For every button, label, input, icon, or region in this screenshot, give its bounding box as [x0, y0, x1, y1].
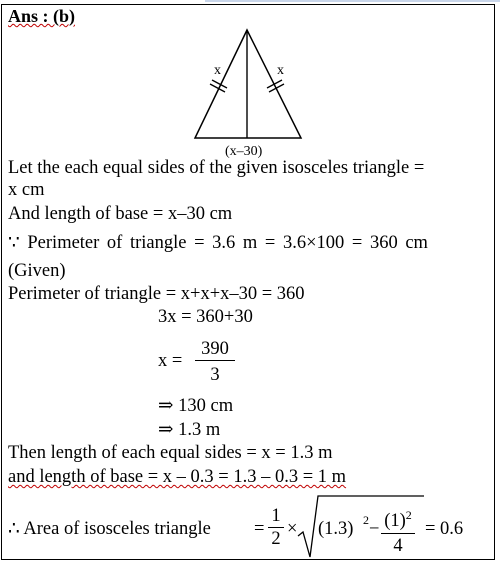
isosceles-triangle-figure — [185, 28, 315, 160]
area-times: × — [287, 519, 298, 539]
line-3: And length of base = x–30 cm — [8, 204, 233, 224]
line-8-lhs: x = — [158, 351, 183, 371]
side-left-label: x — [214, 63, 221, 78]
fraction-one-half — [268, 505, 284, 550]
line-12: and length of base = x – 0.3 = 1.3 – 0.3 = 1 m — [8, 467, 347, 487]
line-11: Then length of each equal sides = x = 1.3 m — [8, 443, 333, 463]
line-9: ⇒ 130 cm — [158, 396, 234, 416]
fraction-390-3 — [195, 338, 235, 387]
area-equals: = — [254, 519, 265, 539]
line-2: x cm — [8, 180, 45, 200]
line-6: Perimeter of triangle = x+x+x–30 = 360 — [8, 284, 305, 304]
area-result: = 0.6 — [425, 519, 464, 539]
area-exp-2: 2 — [405, 508, 412, 522]
term2-numerator — [381, 503, 415, 533]
line-4: ∵ Perimeter of triangle = 3.6 m = 3.6×100 = 360 cm — [8, 233, 428, 253]
half-denominator: 2 — [268, 527, 284, 550]
side-right-label: x — [277, 63, 284, 78]
fraction-numerator: 390 — [201, 339, 229, 359]
area-term-1: (1.3) — [318, 519, 354, 539]
area-term-2: (1) — [384, 511, 406, 532]
half-numerator: 1 — [271, 506, 281, 526]
area-lhs: ∴ Area of isosceles triangle — [8, 519, 211, 539]
line-10: ⇒ 1.3 m — [158, 420, 221, 440]
area-minus: − — [369, 519, 380, 539]
top-edge-bar — [205, 0, 500, 2]
line-1: Let the each equal sides of the given isosceles triangle = — [8, 158, 425, 178]
term2-denominator: 4 — [381, 533, 415, 558]
area-exp-1: 2 — [363, 513, 369, 527]
answer-label: Ans : (b) — [8, 6, 76, 26]
fraction-denominator: 3 — [195, 360, 235, 387]
base-label: (x–30) — [225, 144, 263, 159]
line-5: (Given) — [8, 261, 66, 281]
line-7: 3x = 360+30 — [158, 307, 253, 327]
fraction-one-sq-over-4 — [381, 503, 415, 558]
